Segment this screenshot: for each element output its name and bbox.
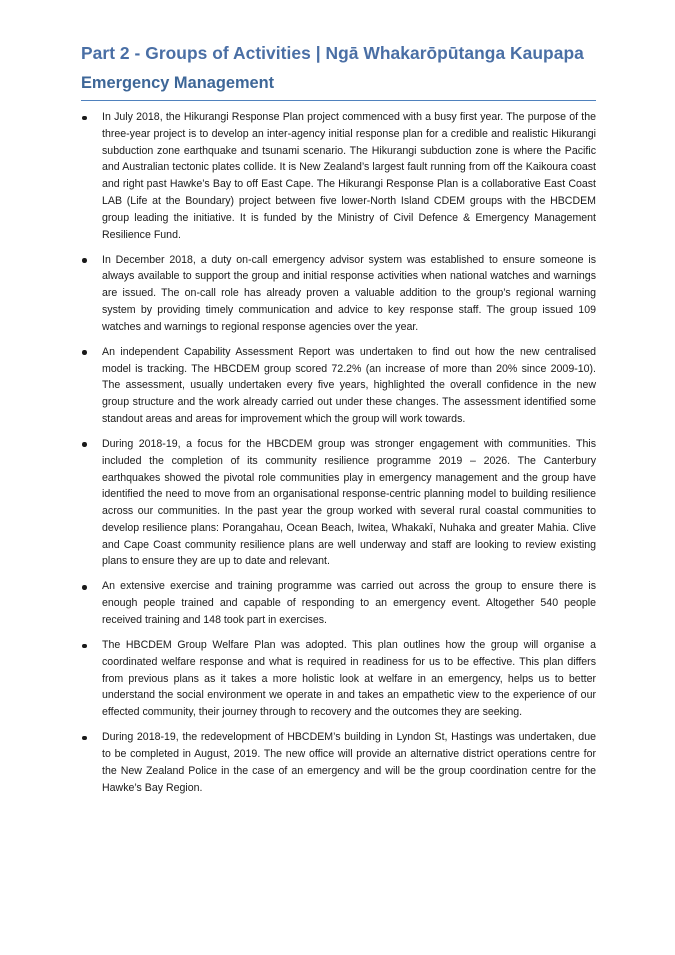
bullet-icon xyxy=(82,736,87,741)
list-item xyxy=(81,436,596,570)
bullet-icon xyxy=(82,258,87,263)
bullet-icon xyxy=(82,585,87,590)
list-item xyxy=(81,637,596,721)
bullet-text: In July 2018, the Hikurangi Response Plan project commenced with a busy first year. The purpose of the three-year project is to develop an inter-agency initial response plan for a credible and realistic Hikurangi subduction zone earthquake and tsunami scenario. The Hikurangi subduction zone is where the Pacific and Australian tectonic plates collide. It is New Zealand’s largest fault running from off the Kaikoura coast and right past Hawke’s Bay to off East Cape. The Hikurangi Response Plan is a collaborative East Coast LAB (Life at the Boundary) project between five lower-North Island CDEM groups with the HBCDEM group leading the initiative. It is funded by the Ministry of Civil Defence & Emergency Management Resilience Fund. xyxy=(102,111,596,241)
section-title: Emergency Management xyxy=(81,70,596,101)
list-item xyxy=(81,252,596,336)
bullet-icon xyxy=(82,116,87,121)
list-item xyxy=(81,729,596,796)
bullet-text: An independent Capability Assessment Report was undertaken to find out how the new centralised model is tracking. The HBCDEM group scored 72.2% (an increase of more than 20% since 2009-10). The assessment, usually undertaken every five years, highlighted the overall confidence in the new group structure and the work already carried out under these changes. The assessment identified some standout areas and areas for improvement which the group will work towards. xyxy=(102,345,596,425)
bullet-list xyxy=(81,109,596,796)
bullet-text: In December 2018, a duty on-call emergency advisor system was established to ensure someone is always available to support the group and initial response activities when national watches and warnings are issued. The on-call role has already proven a valuable addition to the group’s regional warning system by providing timely communication and advice to key response staff. The group issued 109 watches and warnings to regional response agencies over the year. xyxy=(102,253,596,333)
bullet-text: An extensive exercise and training programme was carried out across the group to ensure there is enough people trained and capable of responding to an emergency event. Altogether 540 people received training and 148 took part in exercises. xyxy=(102,580,596,627)
document-page xyxy=(81,36,596,805)
bullet-text: During 2018-19, the redevelopment of HBCDEM’s building in Lyndon St, Hastings was undertaken, due to be completed in August, 2019. The new office will provide an alternative district operations centre for the New Zealand Police in the case of an emergency and will be the group coordination centre for the Hawke’s Bay Region. xyxy=(102,731,596,794)
list-item xyxy=(81,578,596,628)
bullet-icon xyxy=(82,644,87,649)
bullet-text: The HBCDEM Group Welfare Plan was adopted. This plan outlines how the group will organise a coordinated welfare response and what is required in readiness for us to be effective. This plan differs from previous plans as it takes a more holistic look at welfare in an emergency, helps us to better understand the social environment we operate in and takes an empathetic view to the experience of our effected community, their journey through to recovery and the outcomes they are seeking. xyxy=(102,639,596,719)
part-title: Part 2 - Groups of Activities | Ngā Whakarōpūtanga Kaupapa xyxy=(81,43,584,63)
list-item xyxy=(81,109,596,243)
bullet-text: During 2018-19, a focus for the HBCDEM group was stronger engagement with communities. This included the completion of its community resilience programme 2019 – 2026. The Canterbury earthquakes showed the pivotal role communities play in emergency management and the group have identified the need to move from an organisational response-centric planning model to building resilience across our communities. In the past year the group worked with several rural coastal communities to develop resilience plans: Porangahau, Ocean Beach, Iwitea, Whakakī, Nuhaka and greater Mahia. Clive and Cape Coast community resilience plans are well underway and staff are looking to review existing plans to ensure they are up to date and relevant. xyxy=(102,437,596,568)
bullet-icon xyxy=(82,350,87,355)
bullet-icon xyxy=(82,442,87,447)
list-item xyxy=(81,344,596,428)
